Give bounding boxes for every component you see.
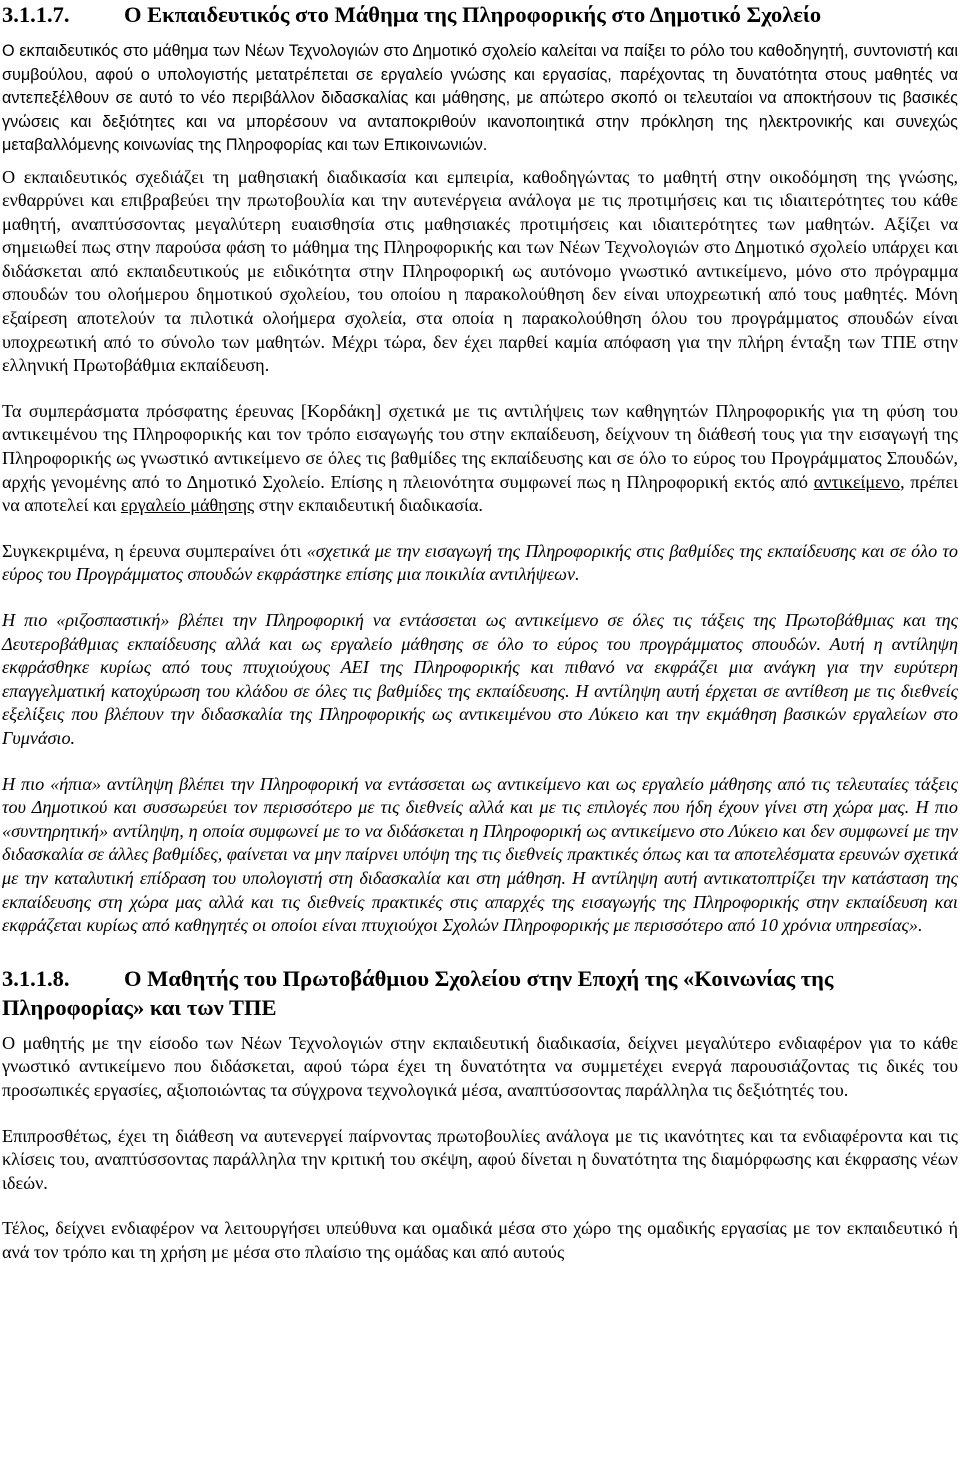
- section-number: 3.1.1.7.: [2, 2, 70, 27]
- paragraph-teacher-role: Ο εκπαιδευτικός στο μάθημα των Νέων Τεχνολογιών στο Δημοτικό σχολείο καλείται να παίξει το ρόλο του καθοδηγητή, συντονιστή και συμβούλου, αφού ο υπολογιστής μετατρέπεται σε εργαλείο γνώσης και εργασίας, παρέχοντας τη δυνατότητα στους μαθητές να αντεπεξέλθουν σε αυτό το νέο περιβάλλον διδασκαλίας και μάθησης, με απώτερο σκοπό οι τελευταίοι να αποκτήσουν τις βασικές γνώσεις και δεξιότητες και να μπορέσουν να ανταποκριθούν ικανοποιητικά στην πρόκληση της ηλεκτρονικής και συνεχώς μεταβαλλόμενης κοινωνίας της Πληροφορίας και των Επικοινωνιών.: [2, 42, 958, 154]
- underlined-learning-tool: εργαλείο μάθησης: [120, 495, 255, 516]
- section-heading-3-1-1-7: [2, 0, 958, 30]
- specifically-lead: Συγκεκριμένα, η έρευνα συμπεραίνει ότι: [2, 540, 307, 561]
- research-text-3: στην εκπαιδευτική διαδικασία.: [254, 495, 483, 516]
- paragraph-specifically: [2, 540, 958, 587]
- section-heading-3-1-1-8: [2, 964, 958, 1022]
- section-title: Ο Μαθητής του Πρωτοβάθμιου Σχολείου στην Εποχή της «Κοινωνίας της Πληροφορίας» και των ΤΠΕ: [2, 965, 834, 1020]
- section-number: 3.1.1.8.: [2, 965, 70, 991]
- paragraph-student-teamwork: Τέλος, δείχνει ενδιαφέρον να λειτουργήσει υπεύθυνα και ομαδικά μέσα στο χώρο της ομαδικής εργασίας με τον εκπαιδευτικό ή ανά τον τρόπο και τη χρήση με μέσα στο πλαίσιο της ομάδας και από αυτούς: [2, 1218, 958, 1262]
- paragraph-research-conclusions: [2, 400, 958, 518]
- paragraph-student-initiative: Επιπροσθέτως, έχει τη διάθεση να αυτενεργεί παίρνοντας πρωτοβουλίες ανάλογα με τις ικανότητες και τα ενδιαφέροντα και τις κλίσεις του, αναπτύσσοντας παράλληλα την κριτική του σκέψη, αφού δίνεται η δυνατότητα της διαμόρφωσης και έκφρασης νέων ιδεών.: [2, 1125, 958, 1193]
- research-text-2: , πρέπει να αποτελεί και: [2, 471, 958, 516]
- paragraph-radical-view: Η πιο «ριζοσπαστική» βλέπει την Πληροφορική να εντάσσεται ως αντικείμενο σε όλες τις τάξεις της Πρωτοβάθμιας και της Δευτεροβάθμιας εκπαίδευσης αλλά και ως εργαλείο μάθησης σε όλο το εύρος του προγράμματος σπουδών. Αυτή η αντίληψη εκφράσθηκε κυρίως από τους πτυχιούχους ΑΕΙ της Πληροφορικής και πιθανό να εκφράζει μια ανάγκη για την ευρύτερη επαγγελματική κατοχύρωση του κλάδου σε όλες τις βαθμίδες της εκπαίδευσης. Η αντίληψη αυτή έρχεται σε αντίθεση με τις διεθνείς εξελίξεις που βλέπουν την διδασκαλία της Πληροφορικής ως αντικειμένου στο Λύκειο και την εκμάθηση βασικών εργαλείων στο Γυμνάσιο.: [2, 610, 958, 748]
- section-title: Ο Εκπαιδευτικός στο Μάθημα της Πληροφορικής στο Δημοτικό Σχολείο: [124, 2, 822, 27]
- underlined-subject: αντικείμενο: [813, 471, 901, 492]
- paragraph-teacher-design: Ο εκπαιδευτικός σχεδιάζει τη μαθησιακή διαδικασία και εμπειρία, καθοδηγώντας το μαθητή στην οικοδόμηση της γνώσης, ενθαρρύνει και επιβραβεύει την πρωτοβουλία και την αυτενέργεια ανάλογα με τις προτιμήσεις και τις ιδιαιτερότητες του κάθε μαθητή, αναπτύσσοντας μεγαλύτερη ευαισθησία στις μαθησιακές προτιμήσεις και ιδιαιτερότητες των μαθητών. Αξίζει να σημειωθεί πως στην παρούσα φάση το μάθημα της Πληροφορικής και των Νέων Τεχνολογιών στο Δημοτικό σχολείο υπάρχει και διδάσκεται από εκπαιδευτικούς με ειδικότητα στην Πληροφορική ως αυτόνομο γνωστικό αντικείμενο, μόνο στο πρόγραμμα σπουδών του ολοήμερου δημοτικού σχολείου, του οποίου η παρακολούθηση δεν είναι υποχρεωτική από τους μαθητές. Μόνη εξαίρεση αποτελούν τα πιλοτικά ολοήμερα σχολεία, στα οποία η παρακολούθηση όλου του προγράμματος σπουδών είναι υποχρεωτική από το σύνολο των μαθητών. Μέχρι τώρα, δεν έχει παρθεί καμία απόφαση για την πλήρη ένταξη των ΤΠΕ στην ελληνική Πρωτοβάθμια εκπαίδευση.: [2, 166, 958, 376]
- specifically-quote: «σχετικά με την εισαγωγή της Πληροφορικής στις βαθμίδες της εκπαίδευσης και σε όλο το εύρος του Προγράμματος σπουδών εκφράστηκε επίσης μια ποικιλία αντιλήψεων.: [2, 540, 958, 585]
- research-text-1: Τα συμπεράσματα πρόσφατης έρευνας [Κορδάκη] σχετικά με τις αντιλήψεις των καθηγητών Πληροφορικής για τη φύση του αντικειμένου της Πληροφορικής και τον τρόπο εισαγωγής του στην εκπαίδευση, δείχνουν τη διάθεσή τους για την εισαγωγή της Πληροφορικής ως γνωστικό αντικείμενο σε όλες τις βαθμίδες της εκπαίδευσης και σε όλο το εύρος του Προγράμματος Σπουδών, αρχής γενομένης από το Δημοτικό Σχολείο. Επίσης η πλειονότητα συμφωνεί πως η Πληροφορική εκτός από: [2, 400, 958, 492]
- paragraph-mild-view: Η πιο «ήπια» αντίληψη βλέπει την Πληροφορική να εντάσσεται ως αντικείμενο και ως εργαλείο μάθησης από τις τελευταίες τάξεις του Δημοτικού και συσσωρεύει τον περισσότερο με τις διεθνείς αλλά και με τις επιλογές που ήδη έχουν γίνει στη χώρα μας. Η πιο «συντηρητική» αντίληψη, η οποία συμφωνεί με το να διδάσκεται η Πληροφορική ως αντικείμενο στο Λύκειο και δεν συμφωνεί με την διδασκαλία σε άλλες βαθμίδες, φαίνεται να μην παίρνει υπόψη της τις διεθνείς πρακτικές όπως και τα αποτελέσματα ερευνών σχετικά με την καταλυτική επίδραση του υπολογιστή στη διδασκαλία και στη μάθηση. Η αντίληψη αυτή αντικατοπτρίζει την κατάσταση της εκπαίδευσης στη χώρα μας αλλά και τις διεθνείς πρακτικές στις απαρχές της εισαγωγής της Πληροφορικής στην εκπαίδευση και εκφράζεται κυρίως από καθηγητές οι οποίοι είναι πτυχιούχοι Σχολών Πληροφορικής με περισσότερο από 10 χρόνια υπηρεσίας».: [2, 773, 958, 936]
- paragraph-student-interest: Ο μαθητής με την είσοδο των Νέων Τεχνολογιών στην εκπαιδευτική διαδικασία, δείχνει μεγαλύτερο ενδιαφέρον για το κάθε γνωστικό αντικείμενο που διδάσκεται, αφού τώρα έχει τη δυνατότητα να συμμετέχει ενεργά παρουσιάζοντας τις δικές του προσωπικές εργασίες, αξιοποιώντας τα σύγχρονα τεχνολογικά μέσα, αναπτύσσοντας παράλληλα τις δεξιότητές του.: [2, 1032, 958, 1100]
